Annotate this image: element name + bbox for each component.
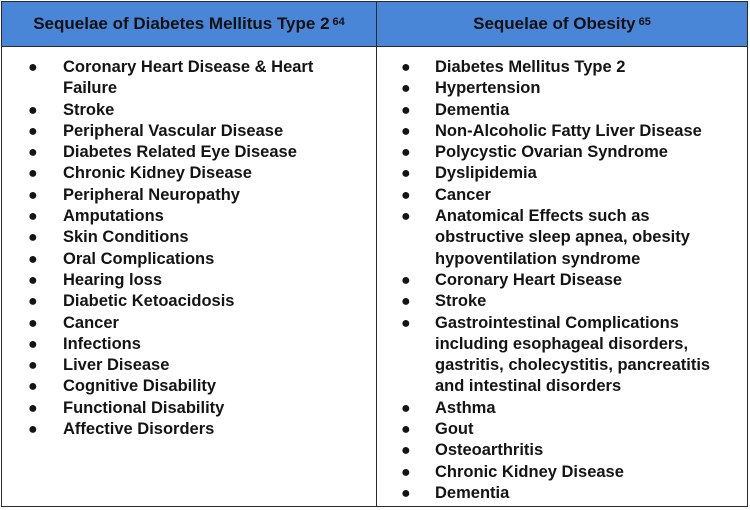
bullet-icon: ● — [401, 101, 411, 119]
list-item-text: Affective Disorders — [63, 420, 215, 439]
bullet-icon: ● — [28, 122, 38, 140]
list-item-text: Infections — [63, 334, 141, 353]
bullet-icon: ● — [28, 144, 38, 162]
list-item-text: Oral Complications — [63, 249, 215, 268]
list-item-text: Functional Disability — [63, 398, 225, 417]
bullet-icon: ● — [401, 208, 411, 226]
list-item-text: Liver Disease — [63, 356, 170, 375]
list-item — [377, 142, 747, 163]
bullet-icon: ● — [28, 293, 38, 311]
bullet-icon: ● — [401, 165, 411, 183]
list-item — [377, 291, 747, 312]
list-item-text: Diabetic Ketoacidosis — [63, 292, 235, 311]
bullet-icon: ● — [28, 335, 38, 353]
obesity-cell — [377, 47, 747, 506]
header-obesity-title: Sequelae of Obesity — [473, 14, 636, 33]
list-item — [2, 291, 376, 312]
bullet-icon: ● — [401, 271, 411, 289]
list-item — [377, 419, 747, 440]
bullet-icon: ● — [28, 186, 38, 204]
list-item-text: Diabetes Mellitus Type 2 — [435, 58, 626, 76]
list-item-text: Chronic Kidney Disease — [435, 462, 624, 481]
list-item-text: Gastrointestinal Complications including esophageal disorders, gastritis, cholecystitis, pancreatitis and intestinal disorders — [435, 313, 711, 396]
list-item-text: Coronary Heart Disease — [435, 270, 623, 289]
bullet-icon: ● — [401, 421, 411, 439]
diabetes-sequelae-list — [2, 57, 376, 440]
list-item-text: Chronic Kidney Disease — [63, 164, 252, 183]
list-item — [2, 313, 376, 334]
bullet-icon: ● — [28, 378, 38, 396]
list-item-text: Stroke — [435, 292, 487, 311]
list-item-text: Cancer — [63, 313, 119, 332]
header-obesity-ref: 65 — [638, 16, 651, 28]
list-item-text: Osteoarthritis — [435, 441, 544, 460]
list-item-text: Diabetes Related Eye Disease — [63, 143, 297, 162]
list-item — [2, 398, 376, 419]
list-item-text: Asthma — [435, 398, 496, 417]
list-item — [2, 163, 376, 184]
list-item — [377, 78, 747, 99]
list-item — [377, 100, 747, 121]
list-item-text: Cognitive Disability — [63, 377, 217, 396]
list-item-text: Polycystic Ovarian Syndrome — [435, 143, 668, 162]
bullet-icon: ● — [401, 186, 411, 204]
bullet-icon: ● — [28, 357, 38, 375]
bullet-icon: ● — [28, 399, 38, 417]
list-item — [377, 121, 747, 142]
list-item — [2, 227, 376, 248]
sequelae-table — [1, 1, 748, 507]
bullet-icon: ● — [28, 208, 38, 226]
list-item-text: Non-Alcoholic Fatty Liver Disease — [435, 121, 702, 140]
list-item — [2, 142, 376, 163]
list-item-text: Peripheral Neuropathy — [63, 185, 240, 204]
list-item — [377, 57, 747, 78]
bullet-icon: ● — [401, 442, 411, 460]
list-item — [2, 57, 376, 100]
bullet-icon: ● — [28, 271, 38, 289]
bullet-icon: ● — [401, 399, 411, 417]
list-item-text: Peripheral Vascular Disease — [63, 121, 284, 140]
list-item-text: Hearing loss — [63, 270, 163, 289]
list-item — [377, 398, 747, 419]
bullet-icon: ● — [401, 293, 411, 311]
bullet-icon: ● — [28, 165, 38, 183]
list-item-text: Dyslipidemia — [435, 164, 537, 183]
bullet-icon: ● — [401, 144, 411, 162]
list-item-text: Hypertension — [435, 79, 541, 98]
list-item — [377, 206, 747, 270]
header-diabetes-title: Sequelae of Diabetes Mellitus Type 2 — [33, 14, 330, 33]
list-item — [2, 121, 376, 142]
list-item-text: Coronary Heart Disease & Heart Failure — [63, 58, 314, 98]
list-item — [2, 249, 376, 270]
list-item-text: Anatomical Effects such as obstructive sleep apnea, obesity hypoventilation syndrome — [435, 207, 690, 268]
header-diabetes-ref: 64 — [332, 16, 345, 28]
list-item — [2, 419, 376, 440]
list-item — [2, 270, 376, 291]
list-item-text: Dementia — [435, 483, 510, 502]
list-item-text: Skin Conditions — [63, 228, 189, 247]
list-item — [2, 206, 376, 227]
list-item — [377, 163, 747, 184]
list-item-text: Cancer — [435, 185, 491, 204]
list-item — [2, 185, 376, 206]
diabetes-cell — [2, 47, 377, 506]
list-item — [377, 270, 747, 291]
obesity-sequelae-list — [377, 57, 747, 504]
bullet-icon: ● — [401, 314, 411, 332]
header-obesity — [377, 2, 747, 47]
bullet-icon: ● — [28, 250, 38, 268]
list-item — [2, 100, 376, 121]
list-item — [2, 355, 376, 376]
bullet-icon: ● — [28, 101, 38, 119]
list-item — [2, 376, 376, 397]
list-item-text: Stroke — [63, 100, 115, 119]
bullet-icon: ● — [28, 59, 38, 76]
list-item — [377, 313, 747, 398]
bullet-icon: ● — [28, 421, 38, 439]
list-item-text: Dementia — [435, 100, 510, 119]
bullet-icon: ● — [401, 484, 411, 502]
list-item — [377, 462, 747, 483]
list-item-text: Gout — [435, 420, 474, 439]
bullet-icon: ● — [28, 314, 38, 332]
list-item-text: Amputations — [63, 207, 164, 226]
list-item — [377, 483, 747, 504]
header-diabetes — [2, 2, 377, 47]
list-item — [2, 334, 376, 355]
bullet-icon: ● — [28, 229, 38, 247]
bullet-icon: ● — [401, 59, 411, 76]
bullet-icon: ● — [401, 463, 411, 481]
list-item — [377, 440, 747, 461]
bullet-icon: ● — [401, 80, 411, 98]
bullet-icon: ● — [401, 122, 411, 140]
list-item — [377, 185, 747, 206]
